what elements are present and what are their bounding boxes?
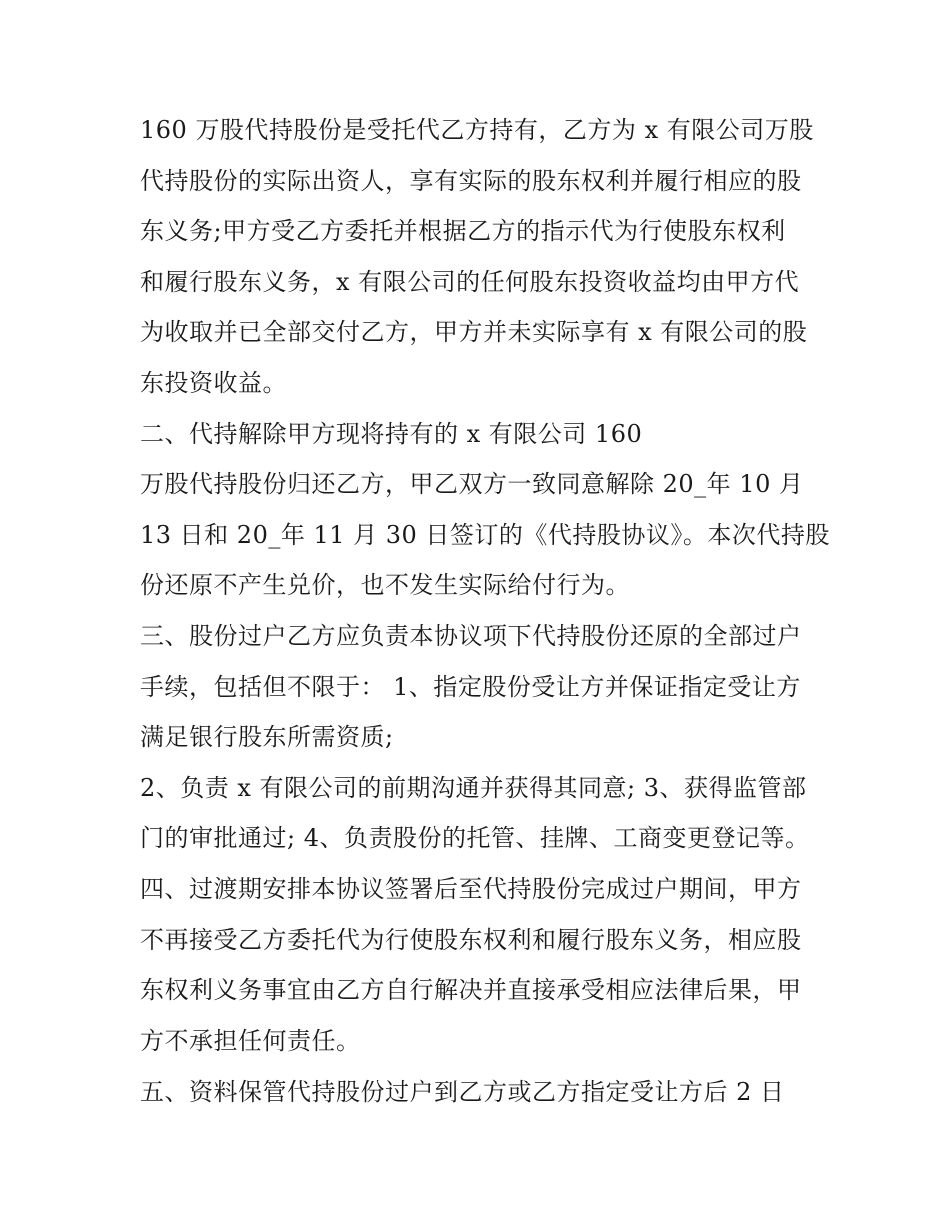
text-line: 满足银行股东所需资质; <box>140 723 394 751</box>
text-line: 160 万股代持股份是受托代乙方持有，乙方为 x 有限公司万股 <box>140 116 814 144</box>
section-heading: 三、股份过户乙方应负责本协议项下代持股份还原的全部过户 <box>140 622 802 650</box>
text-line: 13 日和 20_年 11 月 30 日签订的《代持股协议》。本次代持股 <box>140 521 830 549</box>
text-line: 东投资收益。 <box>140 369 287 397</box>
text-line: 为收取并已全部交付乙方，甲方并未实际享有 x 有限公司的股 <box>140 318 808 346</box>
text-line: 代持股份的实际出资人，享有实际的股东权利并履行相应的股 <box>140 167 802 195</box>
text-line: 方不承担任何责任。 <box>140 1027 361 1055</box>
text-line: 东义务;甲方受乙方委托并根据乙方的指示代为行使股东权利 <box>140 217 786 245</box>
text-line: 万股代持股份归还乙方，甲乙双方一致同意解除 20_年 10 月 <box>140 470 804 498</box>
text-line: 2、负责 x 有限公司的前期沟通并获得其同意; 3、获得监管部 <box>140 774 807 802</box>
text-line: 门的审批通过; 4、负责股份的托管、挂牌、工商变更登记等。 <box>140 824 810 852</box>
section-heading: 二、代持解除甲方现将持有的 x 有限公司 160 <box>140 420 643 448</box>
text-line: 手续，包括但不限于： 1、指定股份受让方并保证指定受让方 <box>140 673 801 701</box>
text-line: 东权利义务事宜由乙方自行解决并直接承受相应法律后果，甲 <box>140 976 802 1004</box>
text-line: 和履行股东义务，x 有限公司的任何股东投资收益均由甲方代 <box>140 268 800 296</box>
section-heading: 四、过渡期安排本协议签署后至代持股份完成过户期间，甲方 <box>140 875 802 903</box>
text-line: 不再接受乙方委托代为行使股东权利和履行股东义务，相应股 <box>140 926 802 954</box>
section-heading: 五、资料保管代持股份过户到乙方或乙方指定受让方后 2 日 <box>140 1078 785 1106</box>
text-line: 份还原不产生兑价，也不发生实际给付行为。 <box>140 571 630 599</box>
